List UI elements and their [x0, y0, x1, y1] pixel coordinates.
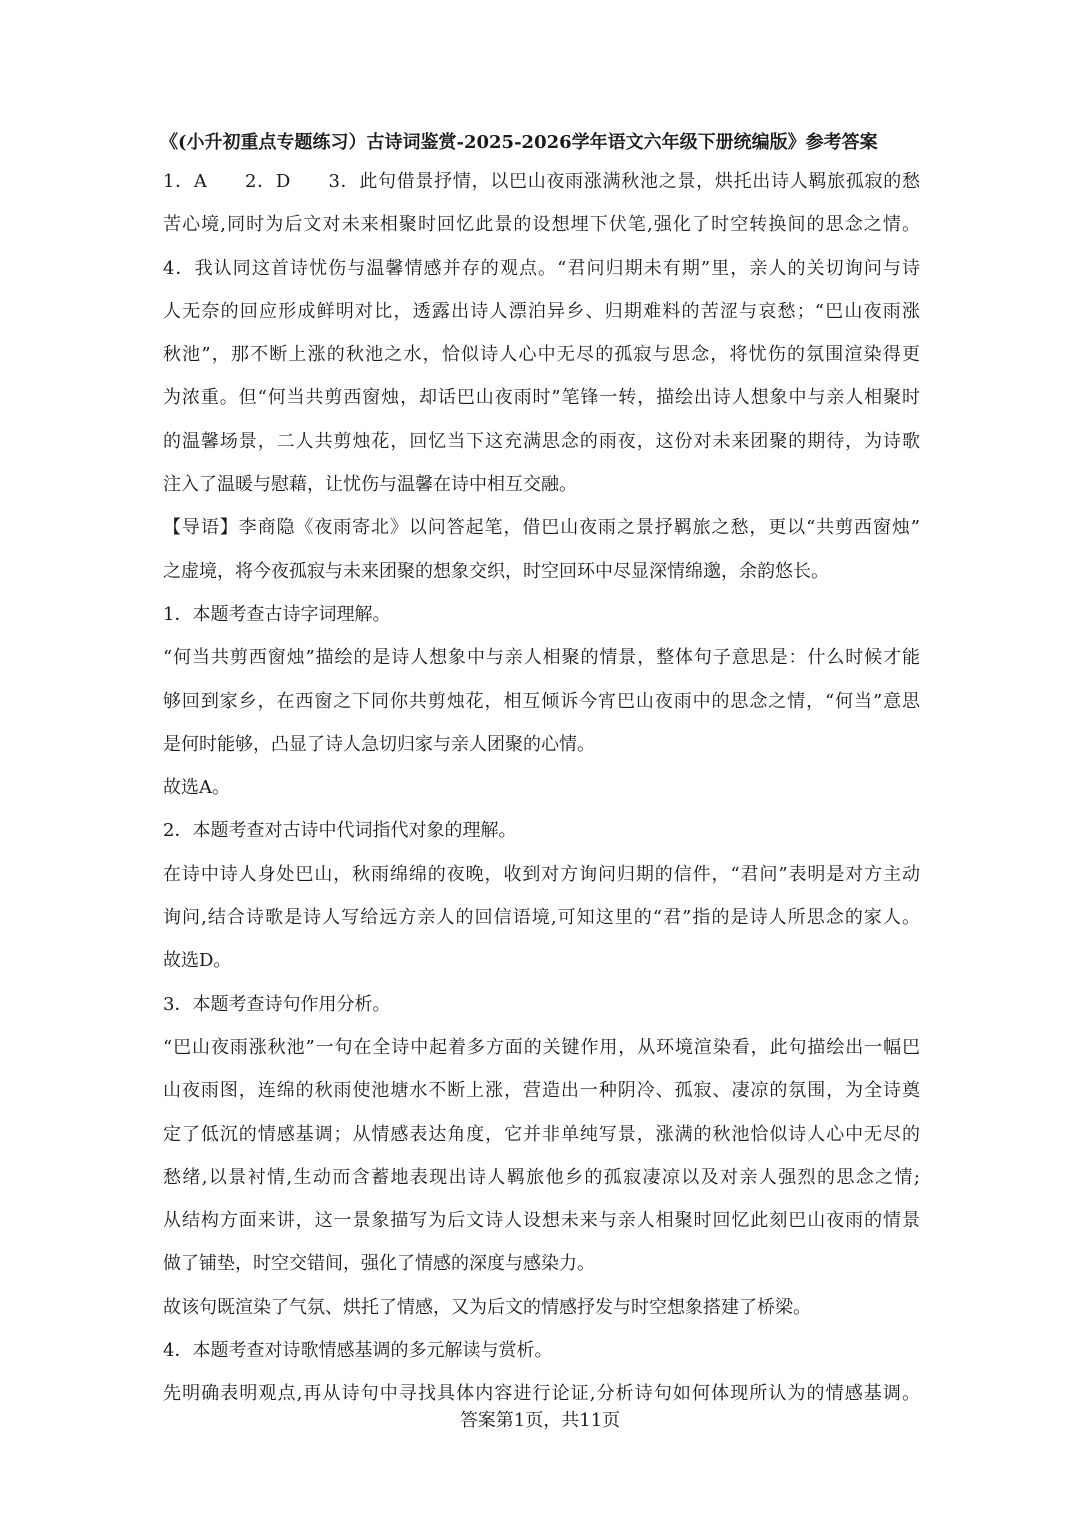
text-line: 4．本题考查对诗歌情感基调的多元解读与赏析。: [163, 1340, 553, 1362]
text-line: 山夜雨图，连绵的秋雨使池塘水不断上涨，营造出一种阴冷、孤寂、凄凉的氛围，为全诗奠: [163, 1080, 920, 1102]
text-line: 够回到家乡，在西窗之下同你共剪烛花，相互倾诉今宵巴山夜雨中的思念之情，“何当”意思: [163, 690, 920, 712]
text-line: 先明确表明观点,再从诗句中寻找具体内容进行论证,分析诗句如何体现所认为的情感基调。: [163, 1383, 920, 1405]
document-title: 《(小升初重点专题练习）古诗词鉴赏-2025-2026学年语文六年级下册统编版》参考答案: [160, 132, 878, 153]
text-line: 秋池”，那不断上涨的秋池之水，恰似诗人心中无尽的孤寂与思念，将忧伤的氛围渲染得更: [163, 344, 920, 366]
text-line: 1．本题考查古诗字词理解。: [163, 603, 391, 625]
text-line: 2．本题考查对古诗中代词指代对象的理解。: [163, 820, 517, 842]
text-line: 【导语】李商隐《夜雨寄北》以问答起笔，借巴山夜雨之景抒羁旅之愁，更以“共剪西窗烛”: [163, 517, 920, 539]
answer-body: [163, 165, 920, 1421]
text-line: 从结构方面来讲，这一景象描写为后文诗人设想未来与亲人相聚时回忆此刻巴山夜雨的情景: [163, 1210, 920, 1232]
text-line: 在诗中诗人身处巴山，秋雨绵绵的夜晚，收到对方询问归期的信件，“君问”表明是对方主动: [163, 863, 920, 885]
text-line: 询问,结合诗歌是诗人写给远方亲人的回信语境,可知这里的“君”指的是诗人所思念的家人。: [163, 907, 920, 929]
text-line: 为浓重。但“何当共剪西窗烛，却话巴山夜雨时”笔锋一转，描绘出诗人想象中与亲人相聚时: [163, 387, 920, 409]
text-line: 苦心境,同时为后文对未来相聚时回忆此景的设想埋下伏笔,强化了时空转换间的思念之情。: [163, 214, 920, 236]
text-line: 注入了温暖与慰藉，让忧伤与温馨在诗中相互交融。: [163, 474, 577, 496]
text-line: 定了低沉的情感基调；从情感表达角度，它并非单纯写景，涨满的秋池恰似诗人心中无尽的: [163, 1123, 920, 1145]
text-line: 3．本题考查诗句作用分析。: [163, 993, 391, 1015]
text-line: 愁绪,以景衬情,生动而含蓄地表现出诗人羁旅他乡的孤寂凄凉以及对亲人强烈的思念之情;: [163, 1166, 920, 1188]
text-line: 1．A 2．D 3．此句借景抒情，以巴山夜雨涨满秋池之景，烘托出诗人羁旅孤寂的愁: [163, 171, 920, 192]
page-footer: 答案第1页，共11页: [459, 1410, 621, 1431]
text-line: 做了铺垫，时空交错间，强化了情感的深度与感染力。: [163, 1253, 595, 1275]
text-line: 的温馨场景，二人共剪烛花，回忆当下这充满思念的雨夜，这份对未来团聚的期待，为诗歌: [163, 430, 920, 452]
text-line: 4．我认同这首诗忧伤与温馨情感并存的观点。“君问归期未有期”里，亲人的关切询问与诗: [163, 257, 920, 279]
text-line: “何当共剪西窗烛”描绘的是诗人想象中与亲人相聚的情景，整体句子意思是：什么时候才能: [163, 647, 920, 669]
text-line: “巴山夜雨涨秋池”一句在全诗中起着多方面的关键作用，从环境渲染看，此句描绘出一幅巴: [163, 1036, 920, 1058]
text-line: 故该句既渲染了气氛、烘托了情感，又为后文的情感抒发与时空想象搭建了桥梁。: [163, 1296, 811, 1318]
text-line: 之虚境，将今夜孤寂与未来团聚的想象交织，时空回环中尽显深情绵邈，余韵悠长。: [163, 560, 829, 582]
text-line: 是何时能够，凸显了诗人急切归家与亲人团聚的心情。: [163, 733, 595, 755]
text-line: 故选D。: [163, 950, 232, 972]
text-line: 人无奈的回应形成鲜明对比，透露出诗人漂泊异乡、归期难料的苦涩与哀愁；“巴山夜雨涨: [163, 300, 920, 322]
text-line: 故选A。: [163, 777, 230, 799]
